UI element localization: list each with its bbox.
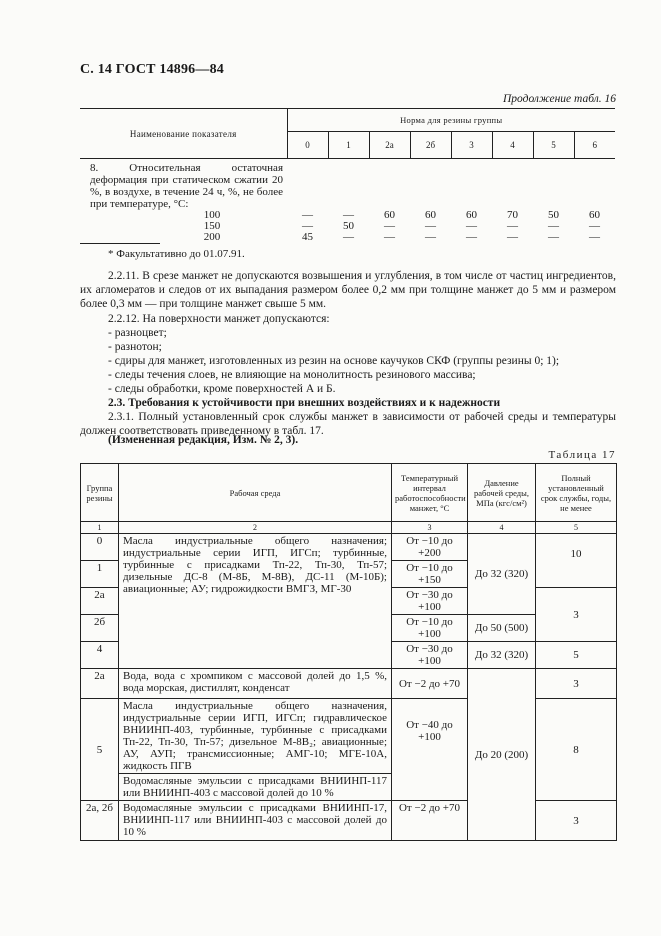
temperature-cell: От −30 до +100 (392, 642, 468, 669)
value-cell: — (425, 231, 436, 243)
value-cell: — (548, 220, 559, 232)
table16-row-description: 8. Относительная остаточная деформация при статическом сжатии 20 %, в воздухе, в течение 24 ч, %, не более при температуре, °С: (90, 162, 283, 210)
table16-name-header: Наименование показателя (80, 109, 287, 159)
table17-header-temperature: Температурный интервал работоспособности манжет, °С (392, 464, 468, 522)
table16-group-3: 3 (451, 132, 492, 159)
table16-group-4: 4 (492, 132, 533, 159)
medium-cell: Масла индустриальные общего назначения; индустриальные серии ИГП, ИГСп; турбинные, турбинные с присадками Тп-22, Тп-30, Тп-57; дизельные ДС-8 (М-8Б, М-8В), ДС-11 (М-10Б); авиационные; АУ; гидрожидкости ВМГЗ, МГ-30 (119, 534, 392, 669)
table-row (80, 232, 615, 243)
group-cell: 2а (81, 669, 119, 699)
list-item: - сдиры для манжет, изготовленных из резин на основе каучуков СКФ (группы резины 0; 1); (108, 355, 560, 367)
table16-group-header: Норма для резины группы (287, 109, 615, 132)
column-number: 1 (81, 522, 119, 534)
list-item: - разнотон; (108, 341, 162, 353)
value-cell: — (548, 231, 559, 243)
list-item: - следы обработки, кроме поверхностей А и Б. (108, 383, 336, 395)
table16-group-5: 5 (533, 132, 574, 159)
value-cell: — (302, 209, 313, 221)
temperature-cell: От −10 до +150 (392, 561, 468, 588)
medium-cell: Масла индустриальные общего назначения, индустриальные серии ИГП, ИГСп; гидравлическое ВНИИНП-403, турбинные, турбинные с присадками Тп-22, Тп-30, Тп-57; дизельное М-8В₂; авиационные; АУ, АУП; трансмиссионные; АМГ-10; МГЕ-10А, жидкость ПГВ (119, 699, 392, 774)
temperature-cell: От −30 до +100 (392, 588, 468, 615)
column-number: 3 (392, 522, 468, 534)
value-cell: — (384, 220, 395, 232)
temperature-cell: От −2 до +70 (392, 669, 468, 699)
paragraph-2-3-1: 2.3.1. Полный установленный срок службы манжет в зависимости от рабочей среды и температуры должен соответствовать приведенному в табл. 17. (80, 411, 616, 437)
temperature-cell: От −40 до +100 (392, 699, 468, 801)
table16-group-2b: 2б (410, 132, 451, 159)
list-item: - разноцвет; (108, 327, 167, 339)
paragraph-2-2-12: 2.2.12. На поверхности манжет допускаются: (108, 313, 330, 325)
table16-continuation-label: Продолжение табл. 16 (503, 93, 616, 105)
footnote: * Факультативно до 01.07.91. (108, 248, 245, 260)
service-life-cell: 5 (536, 642, 617, 669)
page-header: С. 14 ГОСТ 14896—84 (80, 62, 224, 77)
value-cell: — (302, 220, 313, 232)
value-cell: — (466, 220, 477, 232)
table17-header-group: Группа резины (81, 464, 119, 522)
table16-group-1: 1 (328, 132, 369, 159)
medium-cell: Водомасляные эмульсии с присадками ВНИИНП-117 или ВНИИНП-403 с массовой долей до 10 % (119, 774, 392, 801)
column-number: 4 (468, 522, 536, 534)
value-cell: — (507, 220, 518, 232)
temp-cell: 150 (203, 220, 221, 232)
table16-group-6: 6 (574, 132, 615, 159)
list-item: - следы течения слоев, не влияющие на монолитность резинового массива; (108, 369, 476, 381)
value-cell: — (343, 209, 354, 221)
temp-cell: 100 (203, 209, 221, 221)
table17-header-medium: Рабочая среда (119, 464, 392, 522)
table17 (80, 463, 617, 841)
group-cell: 2б (81, 615, 119, 642)
value-cell: 45 (302, 231, 313, 243)
value-cell: — (425, 220, 436, 232)
group-cell: 4 (81, 642, 119, 669)
value-cell: — (589, 220, 600, 232)
pressure-cell: До 32 (320) (468, 534, 536, 615)
temperature-cell: От −10 до +100 (392, 615, 468, 642)
amendment-note: (Измененная редакция, Изм. № 2, 3). (108, 434, 299, 446)
table17-header-service-life: Полный установленный срок службы, годы, не менее (536, 464, 617, 522)
value-cell: — (343, 231, 354, 243)
pressure-cell: До 50 (500) (468, 615, 536, 642)
value-cell: 60 (384, 209, 395, 221)
group-cell: 5 (81, 699, 119, 801)
value-cell: 70 (507, 209, 518, 221)
table16-group-2a: 2а (369, 132, 410, 159)
value-cell: 60 (425, 209, 436, 221)
group-cell: 1 (81, 561, 119, 588)
table17-label: Таблица 17 (548, 449, 616, 461)
group-cell: 2а, 2б (81, 801, 119, 841)
value-cell: 60 (589, 209, 600, 221)
value-cell: — (466, 231, 477, 243)
table16-group-0: 0 (287, 132, 328, 159)
table17-header-pressure: Давление рабочей среды, МПа (кгс/см²) (468, 464, 536, 522)
section-2-3-title: 2.3. Требования к устойчивости при внешних воздействиях и к надежности (108, 397, 501, 409)
service-life-cell: 10 (536, 534, 617, 588)
service-life-cell: 8 (536, 699, 617, 801)
footnote-divider (80, 243, 160, 244)
column-number: 2 (119, 522, 392, 534)
paragraph-2-2-11: 2.2.11. В срезе манжет не допускаются возвышения и углубления, в том числе от частиц ингредиентов, их агломератов и следов от их выпадания размером более 0,2 мм при толщине манжет до 5 мм и размером более 0,3 мм — при толщине манжет свыше 5 мм. (80, 270, 616, 310)
table16 (80, 108, 615, 243)
column-number: 5 (536, 522, 617, 534)
group-cell: 2а (81, 588, 119, 615)
value-cell: — (589, 231, 600, 243)
temperature-cell: От −10 до +200 (392, 534, 468, 561)
service-life-cell: 3 (536, 669, 617, 699)
service-life-cell: 3 (536, 588, 617, 642)
group-cell: 0 (81, 534, 119, 561)
value-cell: — (507, 231, 518, 243)
medium-cell: Вода, вода с хромпиком с массовой долей до 1,5 %, вода морская, дистиллят, конденсат (119, 669, 392, 699)
value-cell: 50 (343, 220, 354, 232)
value-cell: — (384, 231, 395, 243)
temp-cell: 200 (203, 231, 221, 243)
value-cell: 60 (466, 209, 477, 221)
temperature-cell: От −2 до +70 (392, 801, 468, 841)
value-cell: 50 (548, 209, 559, 221)
service-life-cell: 3 (536, 801, 617, 841)
pressure-cell: До 20 (200) (468, 669, 536, 841)
medium-cell: Водомасляные эмульсии с присадками ВНИИНП-17, ВНИИНП-117 или ВНИИНП-403 с массовой долей до 10 % (119, 801, 392, 841)
pressure-cell: До 32 (320) (468, 642, 536, 669)
